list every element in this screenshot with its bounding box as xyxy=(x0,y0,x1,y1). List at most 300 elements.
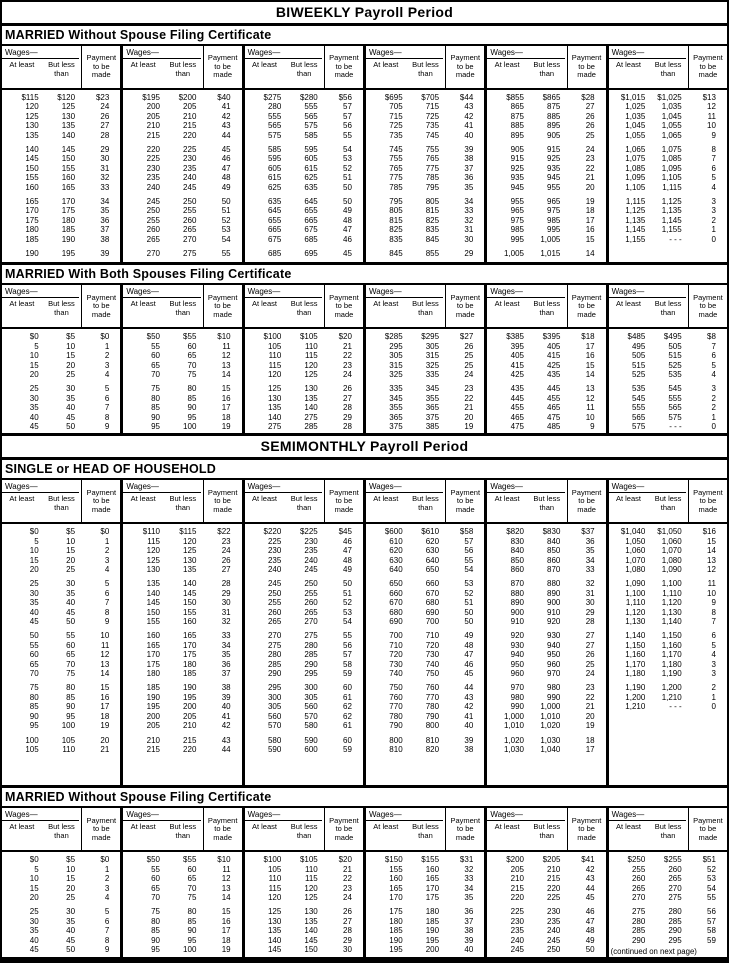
payment-value: 17 xyxy=(100,702,110,712)
table-row xyxy=(2,537,120,546)
but-less-than-value: 425 xyxy=(547,360,561,370)
table-row xyxy=(2,394,120,403)
at-least-value: 160 xyxy=(389,874,403,884)
but-less-than-value: $105 xyxy=(299,855,318,865)
subtable-header xyxy=(123,480,241,524)
but-less-than-value: 1,150 xyxy=(661,631,682,641)
at-least-value: 325 xyxy=(389,369,403,379)
payment-header: Payment to be made xyxy=(81,285,120,327)
at-least-value: 140 xyxy=(267,935,282,945)
at-least-value: $0 xyxy=(29,332,39,342)
at-least-value: 75 xyxy=(29,683,39,693)
table-row xyxy=(609,197,727,206)
but-less-than-value: 920 xyxy=(547,617,561,627)
table-row xyxy=(245,736,363,745)
but-less-than-value: 665 xyxy=(304,215,318,225)
but-less-than-value: 270 xyxy=(668,883,682,893)
subtable-header xyxy=(245,480,363,524)
payment-value: 9 xyxy=(711,598,716,608)
at-least-value: 175 xyxy=(389,907,403,917)
payment-value: 42 xyxy=(221,721,231,731)
but-less-than-value: $5 xyxy=(66,855,76,865)
payment-value: 21 xyxy=(343,864,352,874)
but-less-than-value: 455 xyxy=(547,393,561,403)
at-least-value: 845 xyxy=(389,249,403,259)
at-least-header: At least xyxy=(130,299,156,309)
table-row xyxy=(487,197,605,206)
at-least-value: 865 xyxy=(510,102,524,112)
but-less-than-value: 670 xyxy=(425,588,440,598)
but-less-than-value: 55 xyxy=(66,631,76,641)
payment-value: 47 xyxy=(464,650,474,660)
table-row xyxy=(123,145,241,154)
at-least-value: 95 xyxy=(151,421,160,431)
table-row xyxy=(2,745,120,754)
at-least-value: 580 xyxy=(267,735,282,745)
payment-value: 33 xyxy=(585,565,595,575)
wages-header xyxy=(245,808,324,850)
but-less-than-header: But less than xyxy=(290,60,318,78)
table-row xyxy=(245,641,363,650)
at-least-value: 70 xyxy=(151,892,160,902)
wage-rows xyxy=(487,852,605,957)
at-least-value: 120 xyxy=(267,892,282,902)
payment-header: Payment to be made xyxy=(567,480,606,522)
table-row xyxy=(2,855,120,864)
at-least-value: 775 xyxy=(389,173,403,183)
at-least-value: 35 xyxy=(29,926,39,936)
at-least-value: 175 xyxy=(25,215,39,225)
payment-value: 19 xyxy=(221,945,231,954)
but-less-than-value: 285 xyxy=(304,650,318,660)
wages-header-label: Wages— xyxy=(609,808,686,821)
table-row xyxy=(487,907,605,916)
but-less-than-value: 695 xyxy=(304,249,318,259)
wage-subheaders xyxy=(123,493,202,522)
at-least-value: 25 xyxy=(29,384,39,394)
at-least-value: 655 xyxy=(267,215,282,225)
payment-value: 6 xyxy=(711,163,716,173)
payment-value: 34 xyxy=(464,197,474,207)
table-row xyxy=(366,145,484,154)
wage-rows xyxy=(245,852,363,957)
payment-value: 3 xyxy=(711,669,716,679)
at-least-value: 1,035 xyxy=(625,111,646,121)
but-less-than-value: 105 xyxy=(61,735,76,745)
but-less-than-value: 135 xyxy=(304,916,318,926)
but-less-than-value: 800 xyxy=(425,721,440,731)
at-least-value: 940 xyxy=(510,650,524,660)
payment-value: 30 xyxy=(585,598,595,608)
at-least-value: 595 xyxy=(267,154,282,164)
table-row xyxy=(609,394,727,403)
but-less-than-header: But less than xyxy=(412,299,439,317)
payment-value: 48 xyxy=(464,640,474,650)
but-less-than-value: 110 xyxy=(62,744,76,754)
table-row xyxy=(245,102,363,111)
table-row xyxy=(366,173,484,182)
but-less-than-value: 575 xyxy=(668,412,682,422)
but-less-than-header: But less than xyxy=(412,822,439,840)
at-least-value: $275 xyxy=(263,93,282,102)
payment-value: 37 xyxy=(464,163,474,173)
but-less-than-value: 180 xyxy=(425,907,440,917)
at-least-value: 690 xyxy=(389,617,403,627)
but-less-than-header: But less than xyxy=(290,494,318,512)
payment-value: 54 xyxy=(221,234,231,244)
payment-value: 52 xyxy=(707,864,716,874)
table-row xyxy=(245,712,363,721)
at-least-value: 255 xyxy=(631,864,646,874)
table-row xyxy=(245,413,363,422)
payment-value: 58 xyxy=(707,926,716,936)
at-least-value: 895 xyxy=(510,130,524,140)
table-row xyxy=(2,893,120,902)
table-row xyxy=(366,589,484,598)
payment-value: 27 xyxy=(585,102,595,112)
at-least-value: 60 xyxy=(29,650,39,660)
payment-value: 36 xyxy=(464,907,474,917)
at-least-value: 985 xyxy=(510,225,524,235)
wages-header xyxy=(366,285,445,327)
table-row xyxy=(609,641,727,650)
wages-header xyxy=(245,285,324,327)
section-title: MARRIED Without Spouse Filing Certificate xyxy=(2,26,727,46)
payment-value: 62 xyxy=(343,702,352,712)
table-row xyxy=(123,216,241,225)
table-row xyxy=(123,173,241,182)
table-row xyxy=(609,556,727,565)
table-row xyxy=(487,164,605,173)
table-row xyxy=(123,527,241,536)
but-less-than-value: 195 xyxy=(183,692,197,702)
table-row xyxy=(609,332,727,341)
at-least-value: 170 xyxy=(146,650,160,660)
but-less-than-value: 165 xyxy=(425,874,440,884)
wages-header-label: Wages— xyxy=(2,480,79,493)
table-row xyxy=(487,112,605,121)
table-row xyxy=(609,342,727,351)
but-less-than-value: 195 xyxy=(425,935,440,945)
payment-value: 19 xyxy=(221,421,231,431)
table-row xyxy=(366,249,484,258)
table-row xyxy=(487,660,605,669)
table-row xyxy=(2,112,120,121)
but-less-than-value: 465 xyxy=(547,403,561,413)
payment-value: 53 xyxy=(707,874,716,884)
payment-value: 57 xyxy=(343,650,352,660)
at-least-value: 60 xyxy=(151,351,160,361)
table-row xyxy=(123,235,241,244)
payment-value: 8 xyxy=(711,607,716,617)
wages-header xyxy=(487,285,566,327)
table-row xyxy=(487,556,605,565)
but-less-than-header: But less than xyxy=(412,60,439,78)
at-least-value: 130 xyxy=(267,393,282,403)
wage-rows xyxy=(123,329,241,433)
payment-value: 26 xyxy=(343,907,352,917)
but-less-than-value: 210 xyxy=(547,864,561,874)
payment-value: 21 xyxy=(343,341,352,351)
but-less-than-value: 130 xyxy=(61,111,76,121)
but-less-than-value: 145 xyxy=(304,935,318,945)
table-row xyxy=(2,660,120,669)
table-row xyxy=(2,874,120,883)
wage-bracket-subtable xyxy=(123,480,244,785)
but-less-than-value: 640 xyxy=(425,555,440,565)
table-row xyxy=(2,216,120,225)
table-row xyxy=(2,736,120,745)
at-least-value: 455 xyxy=(510,403,524,413)
payment-value: 43 xyxy=(221,735,231,745)
at-least-value: 590 xyxy=(267,744,282,754)
but-less-than-value: 235 xyxy=(304,546,318,556)
wage-bracket-subtable xyxy=(609,285,727,433)
at-least-value: $0 xyxy=(29,527,39,537)
payment-value: 29 xyxy=(100,145,110,155)
payment-value: 26 xyxy=(585,650,595,660)
but-less-than-value: 1,035 xyxy=(661,102,682,112)
table-row xyxy=(245,907,363,916)
payment-value: 25 xyxy=(585,130,595,140)
at-least-value: 170 xyxy=(25,206,39,216)
but-less-than-value: 50 xyxy=(66,945,76,954)
table-row xyxy=(245,617,363,626)
wages-header-label: Wages— xyxy=(2,46,79,59)
payment-value: 3 xyxy=(104,883,110,893)
table-row xyxy=(487,893,605,902)
table-row xyxy=(366,641,484,650)
at-least-value: 205 xyxy=(146,721,160,731)
payment-value: 15 xyxy=(221,907,231,917)
but-less-than-value: 555 xyxy=(304,102,318,112)
but-less-than-header: But less than xyxy=(169,60,197,78)
table-row xyxy=(245,608,363,617)
payment-value: 15 xyxy=(707,536,716,546)
but-less-than-value: 30 xyxy=(66,907,76,917)
payment-value: 2 xyxy=(104,351,110,361)
at-least-value: 270 xyxy=(146,249,160,259)
table-row xyxy=(2,907,120,916)
wage-rows xyxy=(366,329,484,433)
but-less-than-value: $295 xyxy=(421,332,440,342)
but-less-than-value: 315 xyxy=(425,351,440,361)
but-less-than-value: $120 xyxy=(57,93,76,102)
payment-value: 46 xyxy=(464,659,474,669)
at-least-value: 165 xyxy=(146,640,160,650)
at-least-value: 265 xyxy=(631,883,646,893)
at-least-value: $0 xyxy=(29,855,39,865)
table-row xyxy=(487,617,605,626)
table-row xyxy=(366,745,484,754)
at-least-value: 1,005 xyxy=(503,249,524,259)
at-least-value: 345 xyxy=(389,393,403,403)
payment-header: Payment to be made xyxy=(688,285,727,327)
payment-value: 4 xyxy=(104,565,110,575)
table-row xyxy=(366,907,484,916)
payment-value: 34 xyxy=(100,197,110,207)
table-row xyxy=(123,926,241,935)
table-row xyxy=(366,712,484,721)
but-less-than-value: $105 xyxy=(299,332,318,342)
but-less-than-value: 965 xyxy=(547,197,561,207)
payment-value: 13 xyxy=(585,384,595,394)
but-less-than-value: 910 xyxy=(547,607,561,617)
at-least-value: 740 xyxy=(389,669,403,679)
at-least-value: 365 xyxy=(389,412,403,422)
but-less-than-value: 265 xyxy=(668,874,682,884)
at-least-value: 85 xyxy=(151,403,160,413)
at-least-value: 130 xyxy=(146,565,160,575)
but-less-than-value: 565 xyxy=(304,111,318,121)
table-row xyxy=(2,926,120,935)
but-less-than-value: 270 xyxy=(183,234,197,244)
but-less-than-value: 535 xyxy=(668,369,682,379)
table-row xyxy=(2,361,120,370)
table-row xyxy=(123,225,241,234)
table-row xyxy=(487,225,605,234)
at-least-value: 210 xyxy=(510,874,524,884)
but-less-than-value: 915 xyxy=(547,145,561,155)
at-least-value: 495 xyxy=(631,341,646,351)
at-least-value: 1,045 xyxy=(625,121,646,131)
payment-value: 7 xyxy=(711,617,716,627)
at-least-value: 35 xyxy=(29,598,39,608)
but-less-than-value: 170 xyxy=(183,640,197,650)
payment-value: 35 xyxy=(464,182,474,192)
table-row xyxy=(245,855,363,864)
at-least-header: At least xyxy=(373,299,399,309)
table-row xyxy=(123,712,241,721)
but-less-than-value: 245 xyxy=(183,182,197,192)
but-less-than-value: 150 xyxy=(304,945,318,954)
payment-value: 1 xyxy=(711,412,716,422)
wage-bracket-subtable xyxy=(2,480,123,785)
at-least-value: 425 xyxy=(510,369,524,379)
table-row xyxy=(123,917,241,926)
payment-value: 25 xyxy=(464,351,474,361)
payment-value: $23 xyxy=(95,93,110,102)
but-less-than-value: 200 xyxy=(183,702,197,712)
at-least-value: 55 xyxy=(29,640,39,650)
payment-value: 2 xyxy=(104,874,110,884)
payment-value: 30 xyxy=(464,234,474,244)
payment-value: 17 xyxy=(221,403,231,413)
payment-value: 47 xyxy=(585,916,595,926)
table-row xyxy=(487,712,605,721)
but-less-than-value: 300 xyxy=(304,683,318,693)
but-less-than-value: 600 xyxy=(304,744,318,754)
table-row xyxy=(609,183,727,192)
payment-value: 42 xyxy=(585,864,595,874)
payment-value: 24 xyxy=(464,369,474,379)
subtable-header xyxy=(2,480,120,524)
at-least-value: 1,025 xyxy=(625,102,646,112)
but-less-than-value: $830 xyxy=(542,527,561,537)
at-least-value: 565 xyxy=(267,121,282,131)
at-least-value: 465 xyxy=(510,412,524,422)
subtable-header xyxy=(609,285,727,329)
payment-value: 26 xyxy=(585,111,595,121)
wage-subheaders xyxy=(2,59,81,88)
payment-value: 36 xyxy=(221,659,231,669)
but-less-than-value: 45 xyxy=(66,412,76,422)
but-less-than-value: 375 xyxy=(425,412,440,422)
at-least-value: 295 xyxy=(267,683,282,693)
wage-rows xyxy=(123,90,241,262)
but-less-than-value: 1,105 xyxy=(661,173,682,183)
but-less-than-value: 735 xyxy=(425,121,440,131)
but-less-than-value: 770 xyxy=(425,692,440,702)
but-less-than-value: 220 xyxy=(547,883,561,893)
table-row xyxy=(609,384,727,393)
but-less-than-value: 115 xyxy=(304,874,318,884)
payment-value: 34 xyxy=(585,555,595,565)
but-less-than-value: 65 xyxy=(66,650,76,660)
at-least-value: 275 xyxy=(267,640,282,650)
at-least-value: 965 xyxy=(510,206,524,216)
but-less-than-value: 265 xyxy=(304,607,318,617)
but-less-than-value: 110 xyxy=(304,341,318,351)
payment-value: 28 xyxy=(343,421,352,431)
at-least-value: 80 xyxy=(151,393,160,403)
but-less-than-value: 635 xyxy=(304,182,318,192)
wage-bracket-subtable xyxy=(487,480,608,785)
but-less-than-value: 180 xyxy=(183,659,197,669)
wage-bracket-subtable xyxy=(245,480,366,785)
payment-value: 53 xyxy=(343,154,352,164)
at-least-header: At least xyxy=(615,822,641,832)
but-less-than-header: But less than xyxy=(533,822,561,840)
at-least-value: 305 xyxy=(389,351,403,361)
but-less-than-value: 140 xyxy=(304,403,318,413)
but-less-than-value: 100 xyxy=(61,721,76,731)
table-row xyxy=(123,249,241,258)
at-least-header: At least xyxy=(615,299,641,309)
at-least-value: 40 xyxy=(29,412,39,422)
table-row xyxy=(123,683,241,692)
but-less-than-value: $255 xyxy=(663,855,682,865)
table-row xyxy=(123,865,241,874)
but-less-than-value: 1,055 xyxy=(661,121,682,131)
but-less-than-value: 195 xyxy=(61,249,76,259)
payment-header: Payment to be made xyxy=(445,46,484,88)
table-row xyxy=(123,669,241,678)
payment-value: 5 xyxy=(104,384,110,394)
payment-value: 1 xyxy=(104,341,110,351)
wage-subheaders xyxy=(2,493,81,522)
subtable-header xyxy=(609,808,727,852)
but-less-than-header: But less than xyxy=(412,494,439,512)
payment-value: 2 xyxy=(711,215,716,225)
payment-value: 20 xyxy=(100,735,110,745)
but-less-than-value: 655 xyxy=(304,206,318,216)
but-less-than-value: 225 xyxy=(183,145,197,155)
but-less-than-header: But less than xyxy=(48,822,75,840)
table-row xyxy=(609,884,727,893)
table-row xyxy=(366,131,484,140)
payment-value: 51 xyxy=(464,598,474,608)
payment-value: 11 xyxy=(100,640,110,650)
at-least-value: 560 xyxy=(267,711,282,721)
payment-value: $16 xyxy=(702,527,716,537)
subtable-header xyxy=(2,46,120,90)
but-less-than-value: 25 xyxy=(66,369,76,379)
but-less-than-value: 215 xyxy=(547,874,561,884)
but-less-than-value: 1,075 xyxy=(661,145,682,155)
at-least-value: 280 xyxy=(267,102,282,112)
at-least-value: 765 xyxy=(389,163,403,173)
